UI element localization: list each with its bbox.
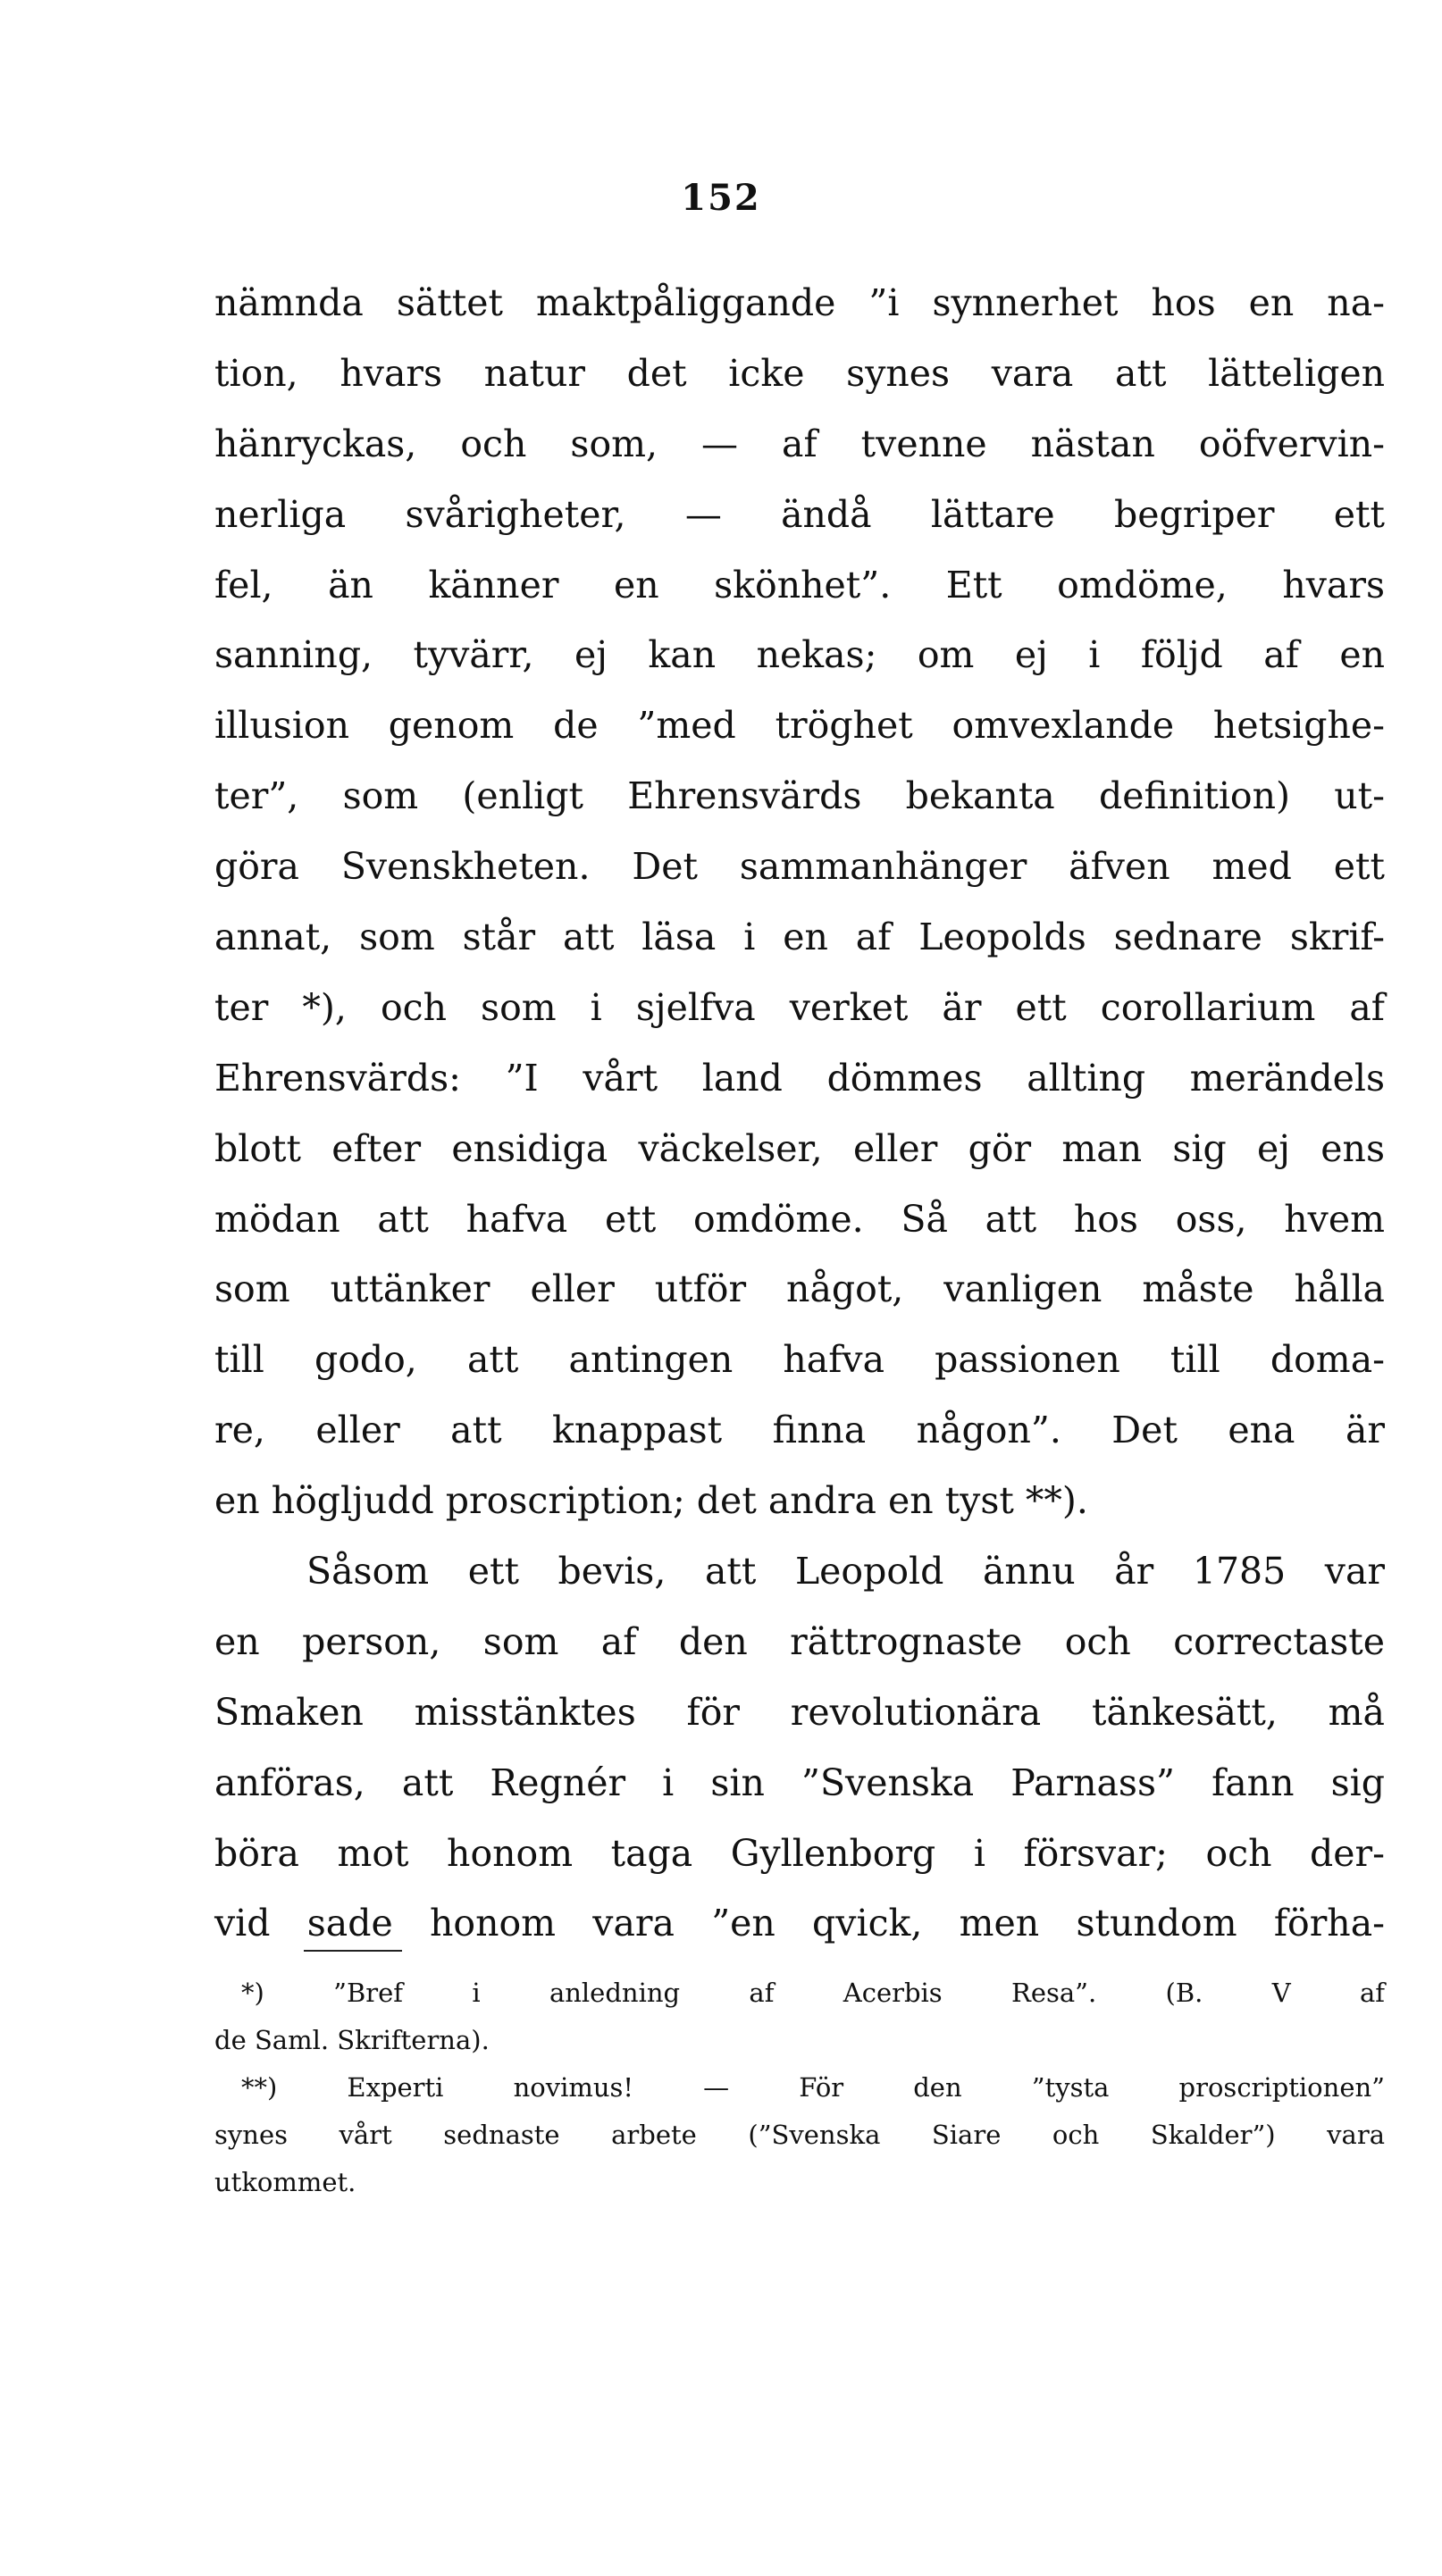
footnotes [214,1970,1385,2206]
footnote-line: synes vårt sednaste arbete (”Svenska Siare och Skalder”) vara [214,2120,1385,2150]
body-line: ter”, som (enligt Ehrensvärds bekanta definition) ut- [214,774,1385,818]
footnote-line: *) ”Bref i anledning af Acerbis Resa”. (B. V af [241,1978,1385,2008]
body-line: re, eller att knappast finna någon”. Det ena är [214,1409,1385,1452]
body-line: anföras, att Regnér i sin ”Svenska Parnass” fann sig [214,1761,1385,1804]
body-line: göra Svenskheten. Det sammanhänger äfven med ett [214,845,1385,889]
footnote-line: **) Experti novimus! — För den ”tysta proscriptionen” [241,2072,1385,2103]
body-line: en högljudd proscription; det andra en tyst **). [214,1479,1088,1523]
body-line: blott efter ensidiga väckelser, eller gör man sig ej ens [214,1126,1385,1170]
body-line: en person, som af den rättrognaste och correctaste [214,1619,1385,1663]
body-line: mödan att hafva ett omdöme. Så att hos oss, hvem [214,1197,1385,1241]
body-line: Smaken misstänktes för revolutionära tänkesätt, må [214,1690,1385,1734]
body-line: hänryckas, och som, — af tvenne nästan oöfvervin- [214,422,1385,465]
body-line: sanning, tyvärr, ej kan nekas; om ej i följd af en [214,633,1385,677]
page-number: 152 [681,177,761,219]
footnote-line: de Saml. Skrifterna). [214,2025,490,2055]
body-text [214,268,1385,1959]
body-line: vid sade honom vara ”en qvick, men stundom förha- [214,1902,1385,1945]
body-line: illusion genom de ”med tröghet omvexlande hetsighe- [214,704,1385,748]
footnote-divider [304,1950,402,1952]
body-line: Ehrensvärds: ”I vårt land dömmes allting merändels [214,1056,1385,1100]
body-line: som uttänker eller utför något, vanligen måste hålla [214,1267,1385,1311]
footnote-line: utkommet. [214,2167,356,2197]
body-line: nerliga svårigheter, — ändå lättare begriper ett [214,492,1385,536]
body-line: tion, hvars natur det icke synes vara att lätteligen [214,351,1385,395]
body-line: Såsom ett bevis, att Leopold ännu år 1785 var [306,1550,1385,1593]
body-line: böra mot honom taga Gyllenborg i försvar; och der- [214,1831,1385,1875]
body-line: annat, som står att läsa i en af Leopolds sednare skrif- [214,916,1385,959]
body-line: till godo, att antingen hafva passionen till doma- [214,1338,1385,1382]
body-line: nämnda sättet maktpåliggande ”i synnerhet hos en na- [214,281,1385,324]
body-line: ter *), och som i sjelfva verket är ett corollarium af [214,985,1385,1029]
body-line: fel, än känner en skönhet”. Ett omdöme, hvars [214,563,1385,606]
